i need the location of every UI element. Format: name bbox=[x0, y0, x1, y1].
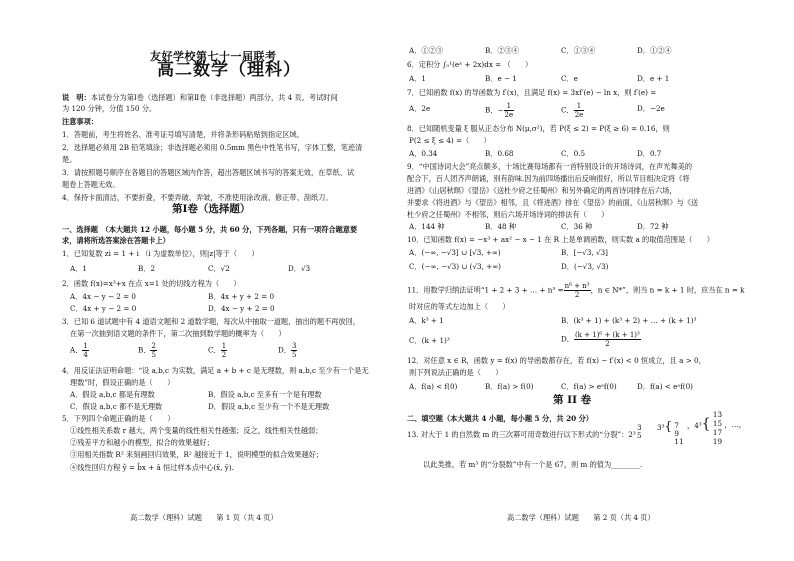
q3-option-a: A． $\frac{1}{4}$ bbox=[70, 342, 88, 359]
q8-option-b: B．0.68 bbox=[485, 149, 514, 158]
q10-option-c: C．(−∞, −√3) ∪ (√3, +∞) bbox=[409, 262, 501, 271]
q11-stem-fraction: $\frac{\text{n⁶ + n³}}{2}$ bbox=[564, 282, 590, 299]
part2-title: 第 II 卷 bbox=[553, 394, 592, 406]
q3-b-fraction: $\frac{2}{5}$ bbox=[151, 342, 156, 359]
q2-option-b: B．4x + y + 2 = 0 bbox=[208, 292, 275, 301]
q6-option-b: B．e − 1 bbox=[485, 74, 517, 83]
q13-split-2: 3 5 bbox=[637, 423, 642, 440]
q13-split-3: 3³{ 7 9 11 bbox=[657, 419, 684, 446]
q12-option-a: A．f(a) < f(0) bbox=[409, 382, 458, 391]
attention-item-2-cont: 楚。 bbox=[62, 155, 77, 164]
q6-option-d: D．e + 1 bbox=[637, 74, 670, 83]
attention-item-2: 2．选择题必须用 2B 铅笔填涂；非选择题必须用 0.5mm 黑色中性笔书写，字体工整，笔迹清 bbox=[62, 143, 363, 152]
q10-option-a: A．(−∞, −√3] ∪ [√3, +∞) bbox=[409, 248, 501, 257]
q9-option-a: A．144 种 bbox=[409, 222, 445, 231]
q10-option-d: D．(−√3, √3) bbox=[561, 262, 609, 271]
q2-option-c: C．4x + y − 2 = 0 bbox=[70, 304, 137, 313]
q3-option-d: D． $\frac{3}{5}$ bbox=[278, 342, 297, 359]
part1-title: 第Ⅰ卷（选择题） bbox=[172, 203, 251, 215]
attention-item-4: 4．保持卡面清洁，不要折叠，不要弄破、弄皱，不准使用涂改液、修正带、刮纸刀。 bbox=[62, 193, 333, 202]
q1-option-a: A．1 bbox=[70, 264, 87, 273]
q8-stem-cont: P(2 ≤ ξ ≤ 4) =（ ） bbox=[409, 136, 491, 145]
q10-option-b: B．[−√3, √3] bbox=[561, 248, 608, 257]
q7-option-a: A．2e bbox=[409, 104, 431, 113]
q5-stem: 5．下列四个命题正确的是（ ） bbox=[62, 414, 175, 423]
q4-stem: 4．用反证法证明命题：“设 a,b,c 为实数，满足 a + b + c 是无理数，则 a,b,c 至少有一个是无 bbox=[62, 366, 369, 375]
q6-stem: 6．定积分 ∫₀¹(eˣ + 2x)dx = （ ） bbox=[407, 60, 533, 69]
q11-stem: 11．用数学归纳法证明“1 + 2 + 3 + … + n³ = $\frac{\text{n⁶ + n³}}{2}$ ，n ∈ N*”，则当 n = k + 1 时，应当在 n = k bbox=[407, 282, 745, 299]
q8-option-d: D．0.7 bbox=[637, 149, 662, 158]
q4-option-b: B．假设 a,b,c 至多有一个是有理数 bbox=[208, 390, 322, 399]
attention-item-3-cont: 题卷上答题无效。 bbox=[62, 180, 120, 189]
q12-stem-cont: 则下列说法正确的是（ ） bbox=[409, 368, 503, 377]
q9-option-c: C．36 种 bbox=[561, 222, 593, 231]
q7-option-c: C． $\frac{1}{2e}$ bbox=[561, 102, 584, 119]
q6-option-a: A．1 bbox=[409, 74, 426, 83]
q3-d-fraction: $\frac{3}{5}$ bbox=[291, 342, 297, 359]
q12-stem: 12．对任意 x ∈ R，函数 y = f(x) 的导函数都存在，若 f(x) − f′(x) < 0 恒成立，且 a > 0， bbox=[407, 356, 706, 365]
q10-stem: 10．已知函数 f(x) = −x³ + ax² − x − 1 在 R 上是单调函数，则实数 a 的取值范围是（ ） bbox=[407, 235, 714, 244]
q2-option-a: A．4x − y − 2 = 0 bbox=[70, 292, 136, 301]
q1-option-b: B．2 bbox=[138, 264, 156, 273]
attention-title: 注意事项： bbox=[62, 117, 98, 126]
section1-heading: 一、选择题 （本大题共 12 小题，每小题 5 分，共 60 分，下列各题，只有一项符合题意要 bbox=[62, 225, 358, 234]
attention-item-1: 1．答题前，考生将姓名、准考证号填写清楚，并将条形码粘贴到指定区域。 bbox=[62, 130, 304, 139]
q12-option-b: B．f(a) > f(0) bbox=[485, 382, 534, 391]
q1-option-d: D．√3 bbox=[288, 264, 311, 273]
q13-stem: 13. 对大于 1 的自然数 m 的三次幂可用奇数进行以下形式的“分裂”：2³ bbox=[407, 430, 636, 439]
instructions-text-2: 为 120 分钟，分值 150 分。 bbox=[62, 104, 157, 113]
instructions-text-1: 本试卷分为第Ⅰ卷（选择题）和第Ⅱ卷（非选择题）两部分，共 4 页。考试时间 bbox=[90, 93, 338, 102]
q11-option-a: A．k³ + 1 bbox=[409, 316, 444, 325]
instructions-label: 说 明： bbox=[62, 93, 91, 102]
q11-option-c: C．(k + 1)³ bbox=[409, 336, 450, 345]
q1-option-c: C．√2 bbox=[208, 264, 230, 273]
q3-a-fraction: $\frac{1}{4}$ bbox=[83, 342, 88, 359]
section2-heading: 二、填空题（本大题共 4 小题，每小题 5 分，共 20 分） bbox=[407, 414, 593, 423]
q13-dots: ，…， bbox=[724, 420, 746, 429]
q5-statement-4: ④线性回归方程 ŷ = b̂x + â 恒过样本点中心(x̄, ȳ). bbox=[70, 463, 234, 472]
q4-stem-cont: 理数”时，假设正确的是（ ） bbox=[70, 378, 175, 387]
school-title: 友好学校第七十一届联考 bbox=[150, 50, 277, 63]
q7-option-b: B．− $\frac{1}{2e}$ bbox=[485, 102, 514, 119]
q13-split-4: ，4³{ 13 15 17 19 ，…， bbox=[687, 410, 746, 446]
q6-option-c: C．e bbox=[561, 74, 578, 83]
q12-option-d: D．f(a) < eᵃf(0) bbox=[637, 382, 693, 391]
q7-option-d: D．−2e bbox=[637, 104, 665, 113]
q4-option-c: C．假设 a,b,c 都不是无理数 bbox=[70, 402, 163, 411]
q9-option-b: B．48 种 bbox=[485, 222, 517, 231]
q1-stem: 1．已知复数 zi = 1 + i （i 为虚数单位），则|z|等于（ ） bbox=[62, 249, 259, 258]
q7-stem: 7．已知函数 f(x) 的导函数为 f′(x)，且满足 f(x) = 3xf′(e) − ln x，则 f′(e) = bbox=[407, 88, 657, 97]
q5-statement-2: ②残差平方和越小的模型，拟合的效果越好； bbox=[70, 438, 214, 447]
q9-line-5: 杜少府之任蜀州》不相邻，则后六场开场诗词的排法有（ ） bbox=[407, 210, 609, 219]
q9-line-2: 配合下，百人团齐声朗诵，别有韵味.因为前四场播出后反响很好，所以节目组决定将《将 bbox=[407, 174, 690, 183]
q4-option-a: A．假设 a,b,c 都是有理数 bbox=[70, 390, 155, 399]
q2-stem: 2．函数 f(x)=x³+x 在点 x=1 处的切线方程为（ ） bbox=[62, 279, 241, 288]
q3-option-c: C． $\frac{1}{2}$ bbox=[208, 342, 227, 359]
q9-line-4: 并要求《将进酒》与《望岳》相邻，且《将进酒》排在《望岳》的前面，《山居秋暝》与《送 bbox=[407, 198, 699, 207]
section1-heading-cont: 求，请将所选答案涂在答题卡上） bbox=[62, 236, 170, 245]
q11-stem-cont: 时对应的等式左边加上（ ） bbox=[409, 302, 510, 311]
left-footer: 高二数学（理科）试题 第 1 页（共 4 页） bbox=[130, 513, 278, 522]
right-page bbox=[397, 0, 794, 561]
q9-line-1: 9．“中国诗词大会”亮点颇多，十场比赛每场都有一首特别设计的开场诗词，在声光舞美的 bbox=[407, 162, 693, 171]
q3-c-fraction: $\frac{1}{2}$ bbox=[221, 342, 227, 359]
attention-item-3: 3．请按照题号顺序在各题目的答题区域内作答，超出答题区域书写的答案无效，在草纸、试 bbox=[62, 168, 355, 177]
subject-title: 高二数学（理科） bbox=[157, 60, 301, 80]
q11-d-fraction: $\frac{\text{(k + 1)⁶ + (k + 1)³}}{2}$ bbox=[574, 331, 640, 348]
q13-stem-cont: 以此类推，若 m³ 的“分裂数”中有一个是 67，则 m 的值为________. bbox=[423, 460, 643, 469]
q5-statement-3: ③用相关指数 R² 来刻画回归效果，R² 越接近于 1，说明模型的拟合效果越好； bbox=[70, 450, 324, 459]
q5-option-c: C．①③④ bbox=[561, 46, 596, 55]
q11-option-d: D． $\frac{\text{(k + 1)⁶ + (k + 1)³}}{2}$ bbox=[561, 331, 640, 348]
q3-stem-cont: 在第一次抽到语文题的条件下，第二次抽到数学题的概率为（ ） bbox=[70, 329, 286, 338]
q3-stem: 3．已知 6 道试题中有 4 道语文题和 2 道数学题，每次从中抽取一道题，抽出的题不再放回， bbox=[62, 317, 360, 326]
q8-option-c: C．0.5 bbox=[561, 149, 586, 158]
q7-c-fraction: $\frac{1}{2e}$ bbox=[574, 102, 584, 119]
q3-option-b: B． $\frac{2}{5}$ bbox=[138, 342, 156, 359]
instructions bbox=[62, 93, 338, 102]
q5-option-b: B．②③④ bbox=[485, 46, 520, 55]
right-footer: 高二数学（理科）试题 第 2 页（共 4 页） bbox=[507, 513, 655, 522]
q9-option-d: D．72 种 bbox=[637, 222, 669, 231]
q11-option-b: B．(k³ + 1) + (k³ + 2) + … + (k + 1)³ bbox=[561, 316, 697, 325]
q2-option-d: D．4x − y + 2 = 0 bbox=[208, 304, 275, 313]
q4-option-d: D．假设 a,b,c 至少有一个不是无理数 bbox=[208, 402, 330, 411]
q8-option-a: A．0.34 bbox=[409, 149, 438, 158]
q12-option-c: C．f(a) > eᵃf(0) bbox=[561, 382, 617, 391]
q5-statement-1: ①线性相关系数 r 越大，两个变量的线性相关性越强；反之，线性相关性越弱； bbox=[70, 426, 323, 435]
q5-option-d: D．①②④ bbox=[637, 46, 672, 55]
q5-option-a: A．①②③ bbox=[409, 46, 443, 55]
q9-line-3: 进酒》《山居秋暝》《望岳》《送杜少府之任蜀州》和另外确定的两首诗词排在后六场， bbox=[407, 186, 677, 195]
q7-b-fraction: $\frac{1}{2e}$ bbox=[504, 102, 514, 119]
q8-stem: 8．已知随机变量 ξ 服从正态分布 N(μ,σ²)，若 P(ξ ≤ 2) = P(ξ ≥ 6) = 0.16，则 bbox=[407, 124, 670, 133]
